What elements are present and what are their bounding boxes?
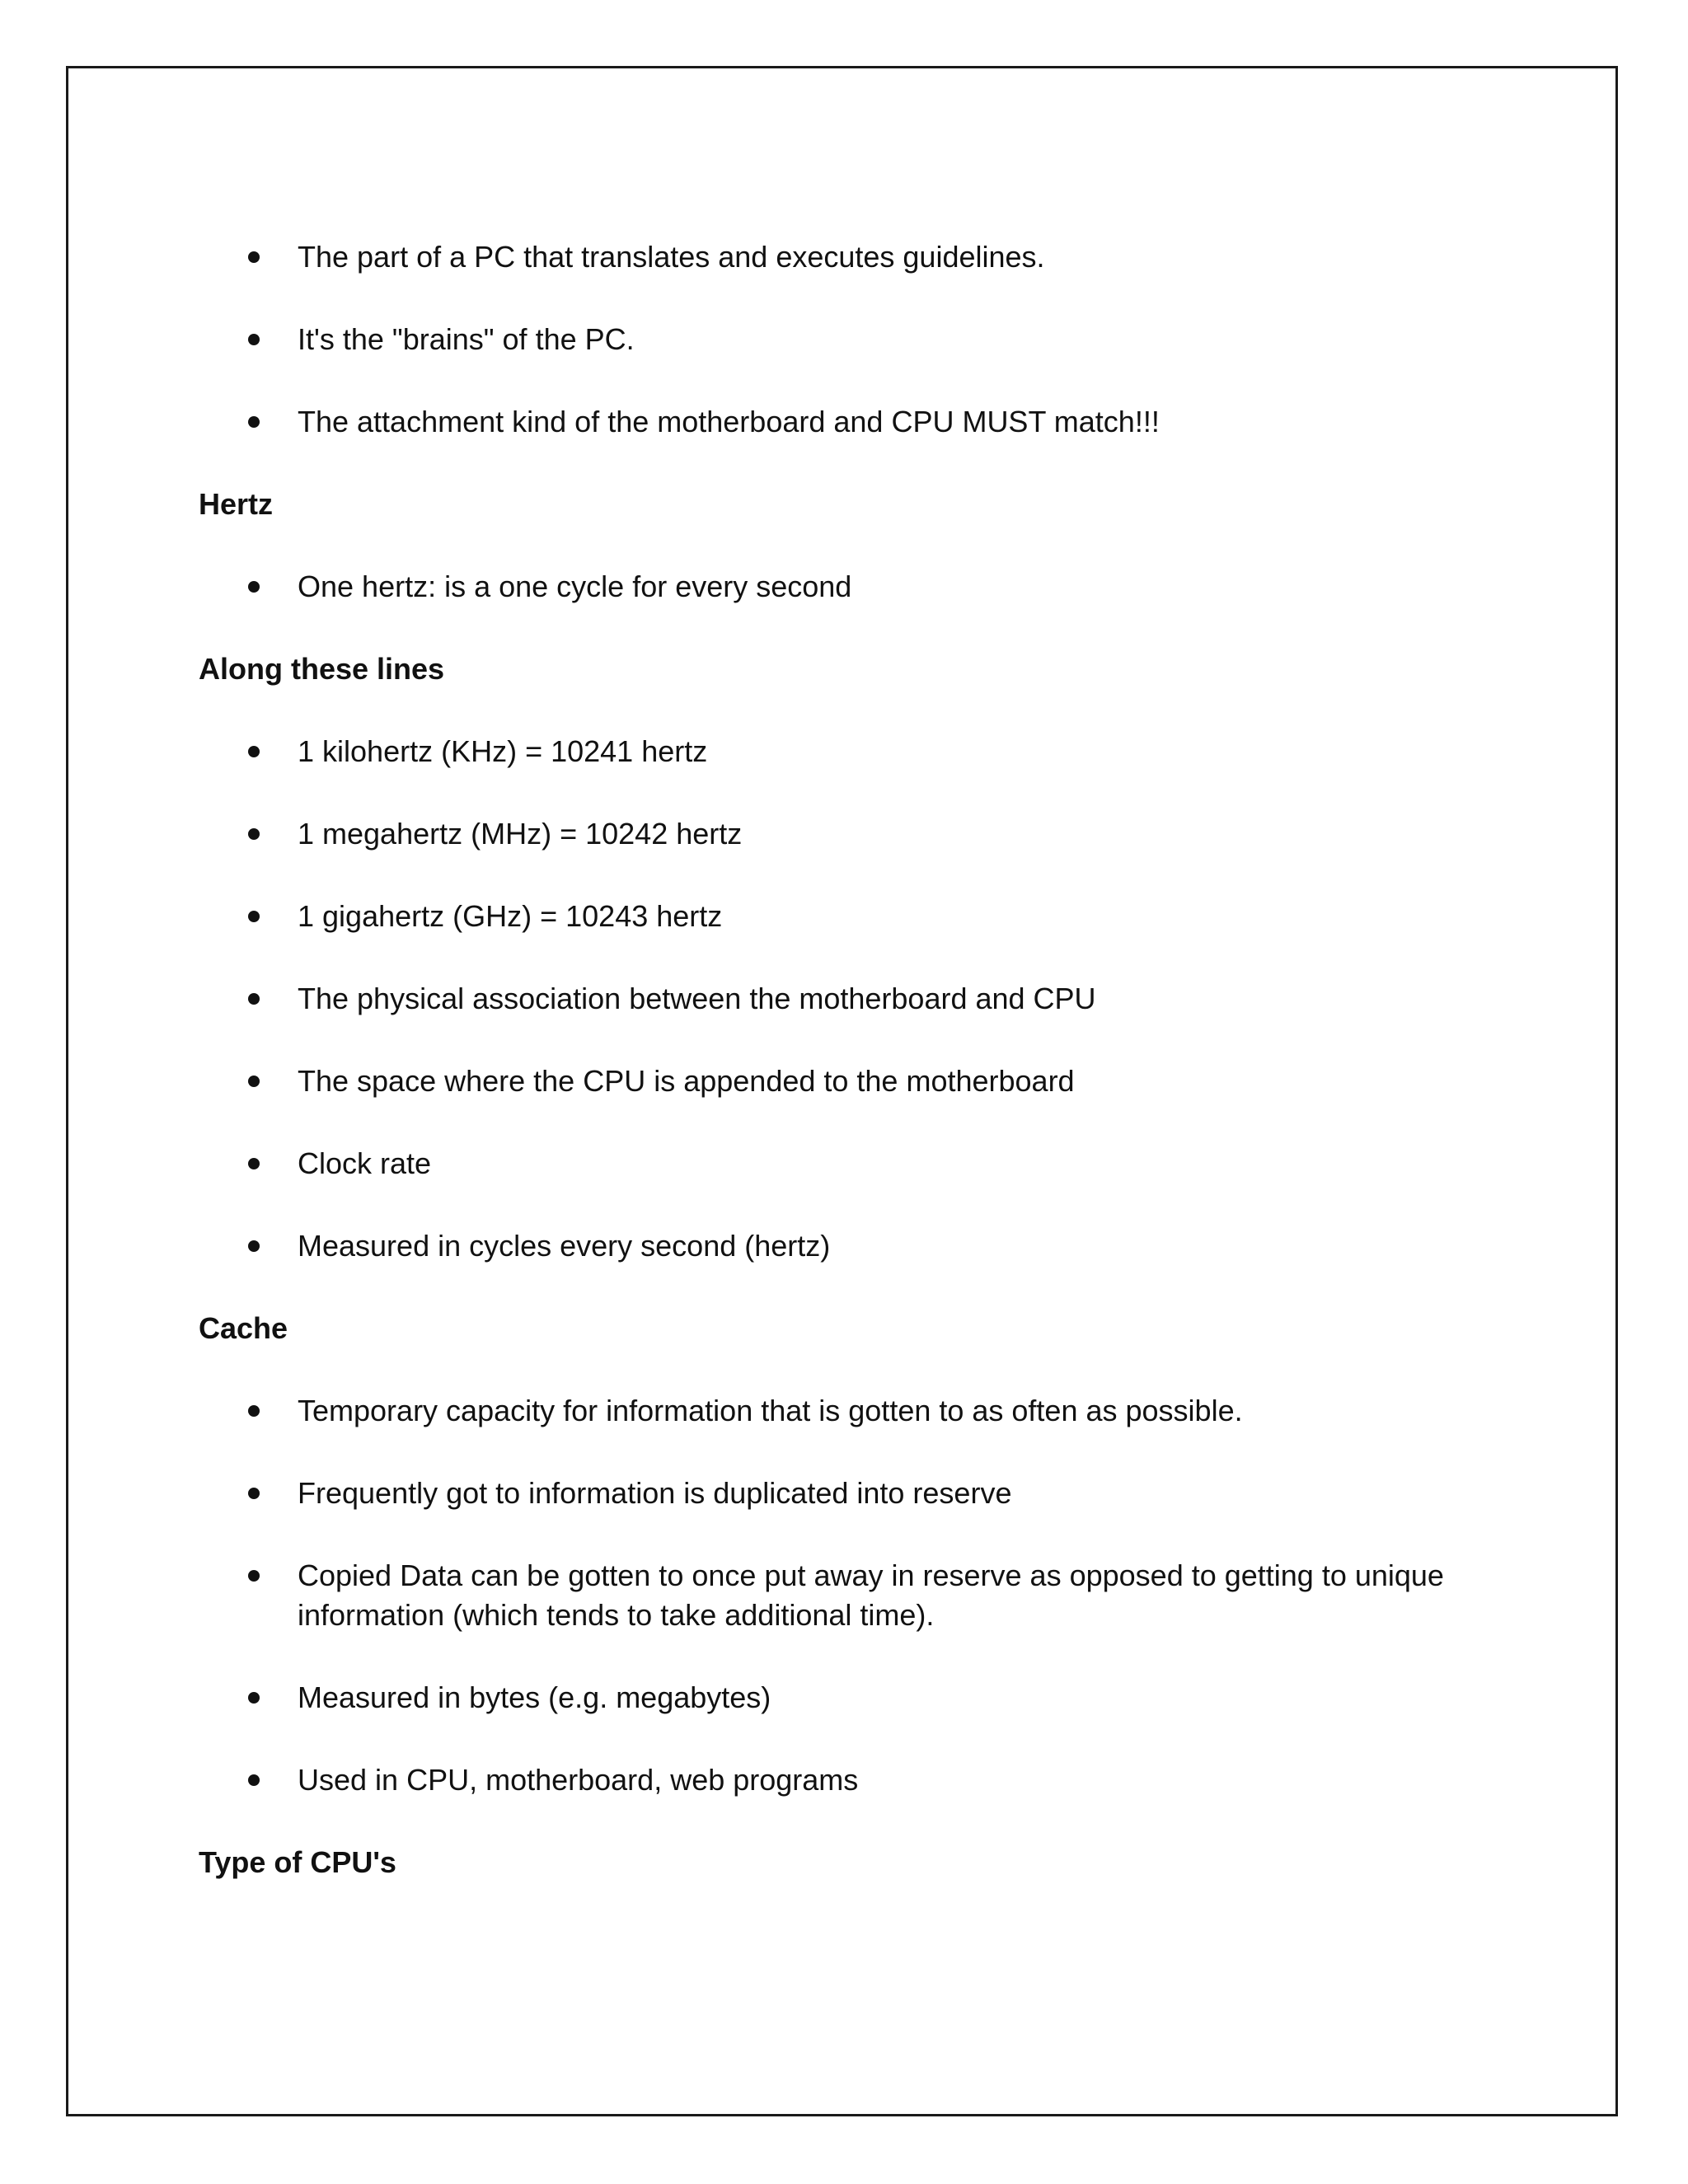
list-item-text: 1 gigahertz (GHz) = 10243 hertz [298,899,723,933]
list-item [199,897,1517,936]
bullet-icon [248,1158,260,1169]
bullet-icon [248,911,260,922]
list-item [199,1226,1517,1266]
list-item [199,732,1517,771]
bullet-icon [248,334,260,345]
section-heading-type-of-cpus: Type of CPU's [199,1845,396,1879]
bullet-icon [248,581,260,593]
bullet-icon [248,416,260,428]
list-item-text: One hertz: is a one cycle for every second [298,569,852,603]
bullet-icon [248,1240,260,1252]
list-item-text: 1 kilohertz (KHz) = 10241 hertz [298,734,708,768]
section-heading-cache: Cache [199,1311,288,1345]
bullet-icon [248,1405,260,1417]
list-item [199,814,1517,854]
list-item [199,567,1517,607]
list-item [199,1760,1517,1800]
list-item [199,1556,1517,1635]
list-item [199,320,1517,359]
list-item [199,1678,1517,1718]
list-item [199,1144,1517,1183]
bullet-icon [248,993,260,1005]
bullet-icon [248,828,260,840]
bullet-icon [248,1488,260,1499]
list-item-text: The part of a PC that translates and executes guidelines. [298,240,1045,274]
list-item-text: Clock rate [298,1146,432,1180]
bullet-icon [248,1692,260,1704]
list-item-text: Temporary capacity for information that is gotten to as often as possible. [298,1394,1243,1427]
section-heading-hertz: Hertz [199,487,274,521]
bullet-icon [248,251,260,263]
list-item [199,979,1517,1019]
list-item-text: Used in CPU, motherboard, web programs [298,1763,859,1797]
list-item-text: The attachment kind of the motherboard and CPU MUST match!!! [298,405,1160,438]
list-item-text: The physical association between the motherboard and CPU [298,982,1096,1015]
hertz-list [199,567,1517,607]
list-item-text: 1 megahertz (MHz) = 10242 hertz [298,817,743,851]
intro-list [199,237,1517,442]
bullet-icon [248,1774,260,1786]
list-item-text: Copied Data can be gotten to once put away in reserve as opposed to getting to unique information (which tends to take additional time). [298,1558,1444,1632]
along-these-lines-list [199,732,1517,1266]
cache-list [199,1391,1517,1800]
bullet-icon [248,1076,260,1087]
list-item [199,1474,1517,1513]
list-item-text: It's the "brains" of the PC. [298,322,635,356]
document-body [199,237,1517,1925]
list-item-text: Frequently got to information is duplicated into reserve [298,1476,1012,1510]
list-item-text: Measured in bytes (e.g. megabytes) [298,1680,771,1714]
list-item [199,1391,1517,1431]
bullet-icon [248,746,260,757]
list-item [199,1062,1517,1101]
bullet-icon [248,1570,260,1582]
list-item [199,237,1517,277]
list-item-text: The space where the CPU is appended to the motherboard [298,1064,1075,1098]
section-heading-along-these-lines: Along these lines [199,652,445,686]
list-item-text: Measured in cycles every second (hertz) [298,1229,831,1263]
list-item [199,402,1517,442]
